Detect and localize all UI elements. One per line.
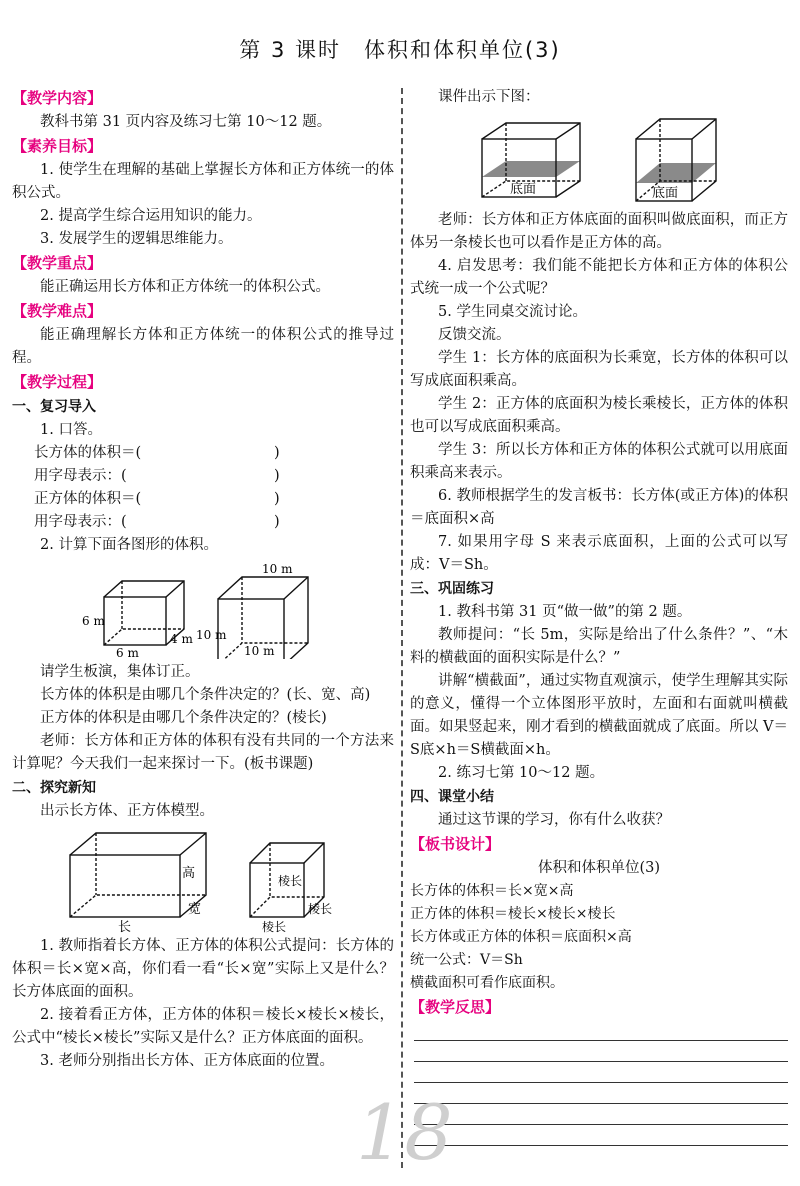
difficulty-text: 能正确理解长方体和正方体统一的体积公式的推导过程。 (12, 327, 394, 366)
paragraph: 课件出示下图： (438, 89, 540, 105)
blank-label: 用字母表示：( (34, 468, 127, 484)
paragraph: 老师：长方体和正方体的体积有没有共同的一个方法来计算呢？今天我们一起来探讨一下。(板书课题) (12, 733, 394, 772)
label-edge: 棱长 (262, 920, 287, 933)
paragraph: 4. 启发思考：我们能不能把长方体和正方体的体积公式统一成一个公式呢？ (410, 258, 788, 297)
reflection-line[interactable] (414, 1062, 788, 1083)
section-summary: 四、课堂小结 (410, 789, 494, 805)
label-edge: 棱长 (278, 874, 303, 888)
blank-label: 长方体的体积＝( (34, 445, 142, 461)
paragraph: 通过这节课的学习，你有什么收获？ (438, 812, 670, 828)
heading-board-design: 【板书设计】 (410, 835, 501, 853)
paragraph: 正方体的体积是由哪几个条件决定的？(棱长) (40, 710, 327, 726)
board-line: 正方体的体积＝棱长×棱长×棱长 (410, 906, 616, 922)
paragraph: 学生 2：正方体的底面积为棱长乘棱长，正方体的体积也可以写成底面积乘高。 (410, 396, 788, 435)
fig1-height-label: 6 m (82, 614, 105, 628)
heading-key-point: 【教学重点】 (12, 254, 103, 272)
goal-2: 2. 提高学生综合运用知识的能力。 (40, 208, 262, 224)
paragraph: 3. 老师分别指出长方体、正方体底面的位置。 (40, 1053, 334, 1069)
label-length: 长 (118, 920, 132, 933)
page-number: 18 (356, 1088, 453, 1177)
blank-row-4 (12, 511, 394, 534)
reflection-line[interactable] (414, 1020, 788, 1041)
paragraph: 讲解“横截面”，通过实物直观演示，使学生理解其实际的意义，懂得一个立体图形平放时，左面和右面就叫横截面。如果竖起来，刚才看到的横截面就成了底面。所以 V＝S底×h＝S横截面×h。 (410, 673, 788, 758)
paragraph: 学生 3：所以长方体和正方体的体积公式就可以用底面积乘高来表示。 (410, 442, 788, 481)
board-line: 长方体或正方体的体积＝底面积×高 (410, 929, 632, 945)
paragraph: 2. 接着看正方体，正方体的体积＝棱长×棱长×棱长，公式中“棱长×棱长”实际又是什么？正方体底面的面积。 (12, 1007, 394, 1046)
section-review: 一、复习导入 (12, 399, 96, 415)
heading-process: 【教学过程】 (12, 373, 103, 391)
board-line: 统一公式：V＝Sh (410, 952, 523, 968)
label-width: 宽 (188, 902, 202, 917)
content-text: 教科书第 31 页内容及练习七第 10～12 题。 (40, 114, 332, 130)
label-height: 高 (182, 866, 196, 881)
heading-goals: 【素养目标】 (12, 137, 103, 155)
figure-volume-exercises (12, 559, 394, 659)
section-explore: 二、探究新知 (12, 780, 96, 796)
paragraph: 5. 学生同桌交流讨论。 (438, 304, 587, 320)
reflection-line[interactable] (414, 1041, 788, 1062)
paragraph: 学生 1：长方体的底面积为长乘宽，长方体的体积可以写成底面积乘高。 (410, 350, 788, 389)
question-1: 1. 口答。 (40, 422, 102, 438)
heading-reflection: 【教学反思】 (410, 998, 501, 1016)
paragraph: 7. 如果用字母 S 来表示底面积，上面的公式可以写成：V＝Sh。 (410, 534, 788, 573)
goal-1: 1. 使学生在理解的基础上掌握长方体和正方体统一的体积公式。 (12, 162, 394, 201)
label-edge: 棱长 (308, 902, 333, 916)
blank-close: ) (274, 445, 280, 461)
reflection-line[interactable] (414, 1125, 788, 1146)
blank-label: 正方体的体积＝( (34, 491, 142, 507)
key-point-text: 能正确运用长方体和正方体统一的体积公式。 (40, 279, 330, 295)
blank-close: ) (274, 468, 280, 484)
blank-row-2 (12, 465, 394, 488)
blank-close: ) (274, 491, 280, 507)
fig1-length-label: 6 m (116, 646, 139, 659)
fig1-cube-top-label: 10 m (262, 562, 293, 576)
right-column (410, 86, 788, 1146)
left-column (12, 86, 394, 1073)
question-2: 2. 计算下面各图形的体积。 (40, 537, 218, 553)
column-divider (401, 88, 403, 1168)
goal-3: 3. 发展学生的逻辑思维能力。 (40, 231, 233, 247)
page-title: 第 3 课时 体积和体积单位(3) (239, 38, 561, 62)
paragraph: 1. 教科书第 31 页“做一做”的第 2 题。 (438, 604, 692, 620)
paragraph: 2. 练习七第 10～12 题。 (438, 765, 605, 781)
fig1-cube-side-label: 10 m (196, 628, 227, 642)
blank-row-3 (12, 488, 394, 511)
board-line: 长方体的体积＝长×宽×高 (410, 883, 574, 899)
fig1-cube-bottom-label: 10 m (244, 644, 275, 658)
paragraph: 长方体的体积是由哪几个条件决定的？(长、宽、高) (40, 687, 371, 703)
board-line: 横截面积可看作底面积。 (410, 975, 564, 991)
figure-base-area (410, 111, 788, 207)
blank-close: ) (274, 514, 280, 530)
section-practice: 三、巩固练习 (410, 581, 494, 597)
paragraph: 请学生板演，集体订正。 (40, 664, 200, 680)
paragraph: 教师提问：“长 5m，实际是给出了什么条件？”、“木料的横截面的面积实际是什么？” (410, 627, 788, 666)
reflection-line[interactable] (414, 1104, 788, 1125)
base-label: 底面 (652, 186, 679, 201)
blank-label: 用字母表示：( (34, 514, 127, 530)
figure-models (12, 825, 394, 933)
heading-difficulty: 【教学难点】 (12, 302, 103, 320)
base-label: 底面 (510, 182, 537, 197)
paragraph: 6. 教师根据学生的发言板书：长方体(或正方体)的体积＝底面积×高 (410, 488, 788, 527)
reflection-line[interactable] (414, 1083, 788, 1104)
heading-teaching-content: 【教学内容】 (12, 89, 103, 107)
blank-row-1 (12, 442, 394, 465)
paragraph: 反馈交流。 (438, 327, 511, 343)
board-title: 体积和体积单位(3) (537, 860, 661, 876)
paragraph: 出示长方体、正方体模型。 (40, 803, 214, 819)
paragraph: 1. 教师指着长方体、正方体的体积公式提问：长方体的体积＝长×宽×高，你们看一看“长×宽”实际上又是什么？长方体底面的面积。 (12, 938, 394, 1000)
paragraph: 老师：长方体和正方体底面的面积叫做底面积，而正方体另一条棱长也可以看作是正方体的高。 (410, 212, 788, 251)
fig1-width-label: 4 m (170, 632, 193, 646)
